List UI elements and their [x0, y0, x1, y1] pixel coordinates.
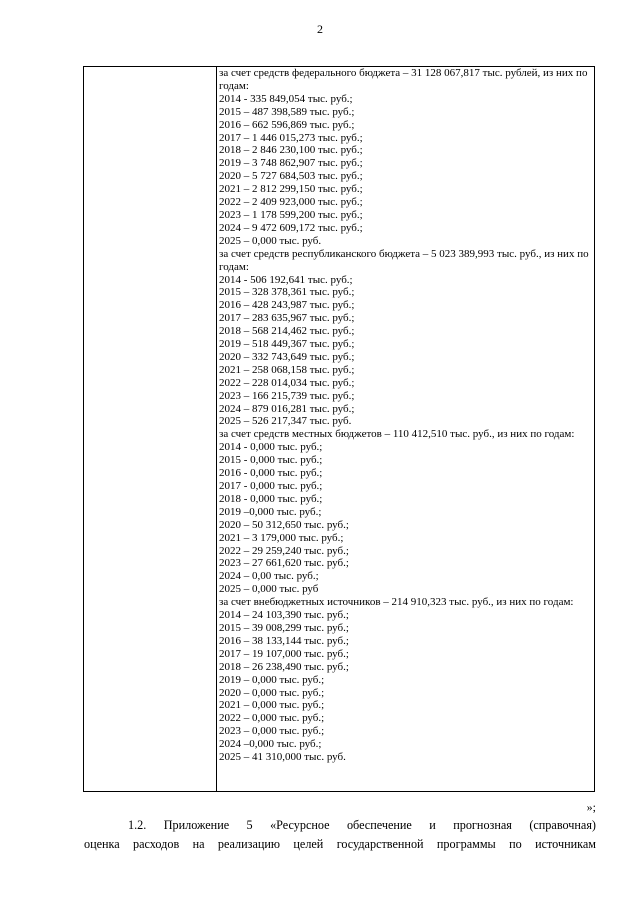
funding-table [83, 66, 595, 792]
year-amount-line: 2018 – 26 238,490 тыс. руб.; [219, 660, 349, 673]
page-number: 2 [317, 22, 323, 36]
year-amount-line: 2025 – 41 310,000 тыс. руб. [219, 751, 346, 764]
closing-quote-mark: »; [586, 800, 596, 814]
year-amount-line: 2025 – 526 217,347 тыс. руб. [219, 415, 352, 428]
year-amount-line: 2017 – 19 107,000 тыс. руб.; [219, 647, 349, 660]
year-amount-line: 2015 – 487 398,589 тыс. руб.; [219, 105, 355, 118]
funding-source-heading: за счет внебюджетных источников – 214 910,323 тыс. руб., из них по годам: [219, 596, 574, 609]
year-amount-line: 2019 – 0,000 тыс. руб.; [219, 673, 325, 686]
year-amount-line: 2022 – 2 409 923,000 тыс. руб.; [219, 196, 363, 209]
funding-source-heading: за счет средств федерального бюджета – 31 128 067,817 тыс. рублей, из них по годам: [219, 67, 588, 92]
year-amount-line: 2022 – 228 014,034 тыс. руб.; [219, 376, 355, 389]
year-amount-line: 2019 –0,000 тыс. руб.; [219, 505, 322, 518]
year-amount-line: 2023 – 1 178 599,200 тыс. руб.; [219, 208, 363, 221]
year-amount-line: 2020 – 332 743,649 тыс. руб.; [219, 350, 355, 363]
year-amount-line: 2021 – 2 812 299,150 тыс. руб.; [219, 183, 363, 196]
year-amount-line: 2025 – 0,000 тыс. руб [219, 583, 319, 596]
paragraph-line-1: 1.2. Приложение 5 «Ресурсное обеспечение и прогнозная (справочная) [128, 818, 596, 832]
year-amount-line: 2016 – 662 596,869 тыс. руб.; [219, 118, 355, 131]
year-amount-line: 2018 – 568 214,462 тыс. руб.; [219, 325, 355, 338]
year-amount-line: 2014 - 506 192,641 тыс. руб.; [219, 273, 353, 286]
table-column-divider [216, 67, 217, 791]
year-amount-line: 2021 – 3 179,000 тыс. руб.; [219, 531, 344, 544]
year-amount-line: 2021 – 0,000 тыс. руб.; [219, 699, 325, 712]
year-amount-line: 2020 – 0,000 тыс. руб.; [219, 686, 325, 699]
year-amount-line: 2020 – 5 727 684,503 тыс. руб.; [219, 170, 363, 183]
year-amount-line: 2016 – 38 133,144 тыс. руб.; [219, 634, 349, 647]
year-amount-line: 2023 – 166 215,739 тыс. руб.; [219, 389, 355, 402]
year-amount-line: 2017 - 0,000 тыс. руб.; [219, 480, 323, 492]
year-amount-line: 2023 – 27 661,620 тыс. руб.; [219, 557, 349, 570]
appendix-paragraph [84, 816, 596, 854]
year-amount-line: 2014 – 24 103,390 тыс. руб.; [219, 609, 349, 622]
year-amount-line: 2024 – 879 016,281 тыс. руб.; [219, 402, 355, 415]
year-amount-line: 2023 – 0,000 тыс. руб.; [219, 725, 325, 738]
year-amount-line: 2016 – 428 243,987 тыс. руб.; [219, 299, 355, 312]
year-amount-line: 2018 – 2 846 230,100 тыс. руб.; [219, 144, 363, 157]
year-amount-line: 2019 – 518 449,367 тыс. руб.; [219, 338, 355, 351]
funding-source-heading: за счет средств местных бюджетов – 110 412,510 тыс. руб., из них по годам: [219, 428, 575, 441]
year-amount-line: 2022 – 0,000 тыс. руб.; [219, 712, 325, 725]
year-amount-line: 2015 - 0,000 тыс. руб.; [219, 454, 323, 467]
year-amount-line: 2017 – 283 635,967 тыс. руб.; [219, 312, 355, 325]
year-amount-line: 2017 – 1 446 015,273 тыс. руб.; [219, 131, 363, 144]
year-amount-line: 2024 – 0,00 тыс. руб.; [219, 570, 319, 583]
year-amount-line: 2020 – 50 312,650 тыс. руб.; [219, 518, 349, 531]
year-amount-line: 2025 – 0,000 тыс. руб. [219, 234, 322, 247]
year-amount-line: 2016 - 0,000 тыс. руб.; [219, 467, 323, 480]
year-amount-line: 2015 – 328 378,361 тыс. руб.; [219, 286, 355, 299]
year-amount-line: 2014 - 0,000 тыс. руб.; [219, 441, 323, 454]
year-amount-line: 2015 – 39 008,299 тыс. руб.; [219, 621, 349, 634]
funding-source-heading: за счет средств республиканского бюджета – 5 023 389,993 тыс. руб., из них по годам: [219, 247, 589, 273]
year-amount-line: 2019 – 3 748 862,907 тыс. руб.; [219, 157, 363, 170]
year-amount-line: 2014 - 335 849,054 тыс. руб.; [219, 92, 353, 105]
year-amount-line: 2018 - 0,000 тыс. руб.; [219, 492, 323, 505]
year-amount-line: 2024 –0,000 тыс. руб.; [219, 738, 322, 751]
paragraph-line-2: оценка расходов на реализацию целей государственной программы по источникам [84, 837, 596, 851]
year-amount-line: 2022 – 29 259,240 тыс. руб.; [219, 544, 349, 557]
year-amount-line: 2024 – 9 472 609,172 тыс. руб.; [219, 221, 363, 234]
year-amount-line: 2021 – 258 068,158 тыс. руб.; [219, 363, 355, 376]
funding-cell [219, 67, 593, 764]
